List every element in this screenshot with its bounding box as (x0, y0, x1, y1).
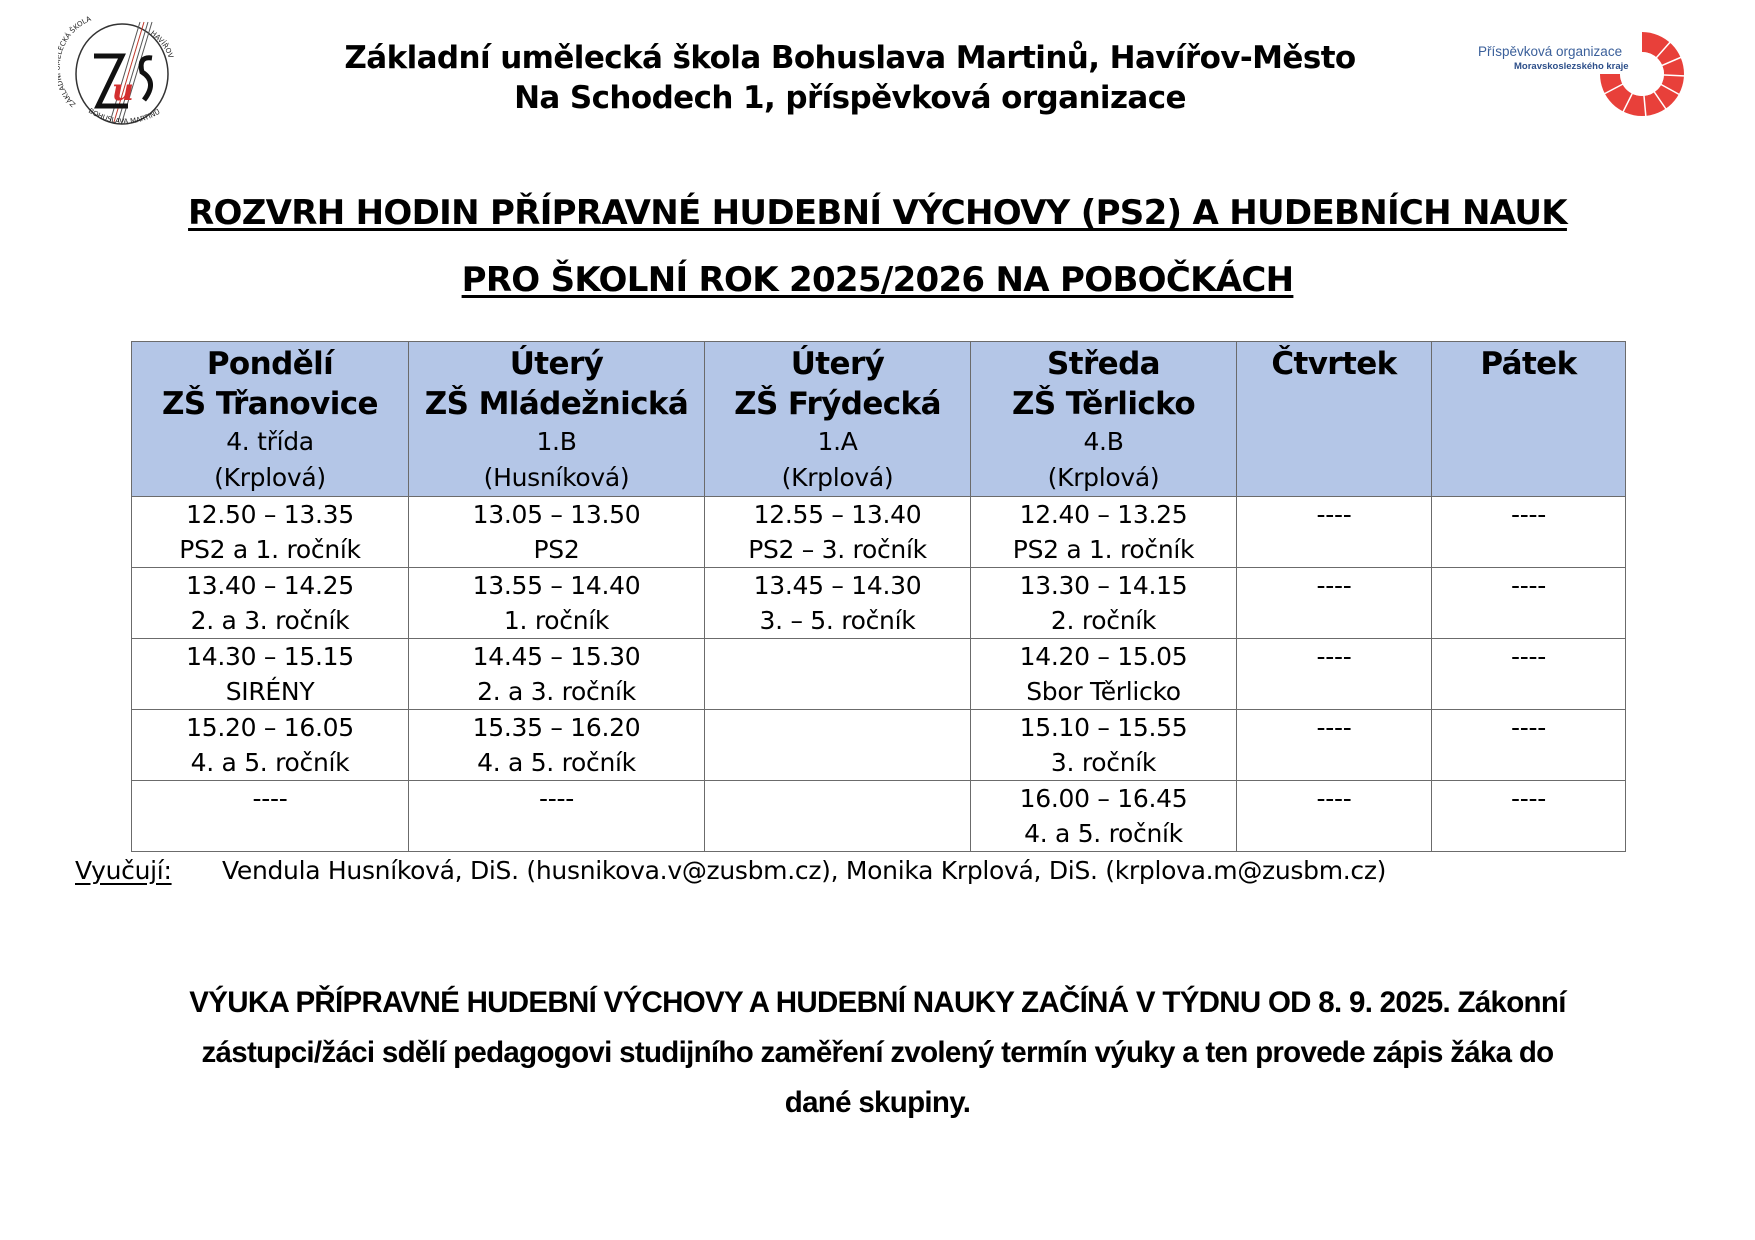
schedule-cell (409, 568, 705, 639)
schedule-cell (705, 497, 971, 568)
schedule-cell (705, 781, 971, 852)
lesson-time: ---- (1316, 500, 1352, 529)
lesson-time: ---- (539, 784, 574, 813)
schedule-cell (705, 568, 971, 639)
lesson-time: 14.45 – 15.30 (472, 642, 641, 671)
schedule-cell (705, 639, 971, 710)
column-header (971, 342, 1237, 497)
column-header-class: 4.B (1083, 427, 1124, 456)
lesson-time: ---- (1316, 642, 1352, 671)
schedule-cell (971, 497, 1237, 568)
lesson-group: Sbor Těrlicko (1026, 677, 1181, 706)
lesson-time: 16.00 – 16.45 (1019, 784, 1188, 813)
table-row (132, 710, 1626, 781)
table-row (132, 568, 1626, 639)
svg-text:BOHUSLAVA MARTINŮ: BOHUSLAVA MARTINŮ (87, 106, 162, 126)
column-header-teacher: (Krplová) (781, 463, 894, 492)
lesson-group: SIRÉNY (225, 677, 315, 706)
schedule-cell (971, 710, 1237, 781)
lesson-time: ---- (1316, 571, 1352, 600)
column-header-day: Pondělí (206, 346, 334, 382)
school-address: Na Schodech 1, příspěvková organizace (514, 80, 1186, 116)
table-body (132, 497, 1626, 852)
notice-line2: zástupci/žáci sdělí pedagogovi studijního zaměření zvolený termín výuky a ten provede zápis žáka do (201, 1036, 1554, 1069)
lesson-group: PS2 (533, 535, 580, 564)
lesson-time: 12.40 – 13.25 (1019, 500, 1188, 529)
schedule-cell (1237, 497, 1432, 568)
lesson-time: ---- (1511, 713, 1546, 742)
column-header-school: ZŠ Těrlicko (1011, 386, 1196, 422)
lesson-time: ---- (1316, 713, 1352, 742)
column-header-teacher: (Krplová) (214, 463, 326, 492)
lesson-time: 14.30 – 15.15 (186, 642, 354, 671)
table-row (132, 639, 1626, 710)
schedule-cell (1237, 781, 1432, 852)
lesson-time: 13.05 – 13.50 (472, 500, 641, 529)
column-header-teacher: (Krplová) (1047, 463, 1160, 492)
lesson-group: 3. ročník (1050, 748, 1157, 777)
lesson-group: PS2 – 3. ročník (748, 535, 927, 564)
column-header-teacher: (Husníková) (483, 463, 630, 492)
schedule-table (131, 341, 1626, 852)
lesson-group: 4. a 5. ročník (477, 748, 636, 777)
lesson-time: 15.10 – 15.55 (1019, 713, 1188, 742)
schedule-cell (132, 710, 409, 781)
school-name: Základní umělecká škola Bohuslava Martinů, Havířov-Město (344, 40, 1356, 76)
lesson-time: 13.55 – 14.40 (472, 571, 641, 600)
teachers-label: Vyučují: (75, 856, 172, 885)
schedule-cell (1432, 781, 1626, 852)
lesson-time: ---- (1316, 784, 1352, 813)
region-logo-line2: Moravskoslezského kraje (1514, 61, 1629, 72)
column-header (409, 342, 705, 497)
lesson-group: 2. a 3. ročník (477, 677, 636, 706)
schedule-title-line2: PRO ŠKOLNÍ ROK 2025/2026 NA POBOČKÁCH (461, 260, 1294, 300)
column-header-class: 4. třída (226, 427, 314, 456)
schedule-cell (971, 781, 1237, 852)
lesson-group: 2. ročník (1050, 606, 1157, 635)
schedule-cell (409, 639, 705, 710)
column-header-day: Úterý (509, 346, 604, 382)
column-header-day: Pátek (1480, 346, 1577, 382)
column-header-day: Úterý (790, 346, 885, 382)
column-header (1237, 342, 1432, 497)
column-header-class: 1.B (536, 427, 577, 456)
schedule-cell (132, 568, 409, 639)
lesson-time: 15.35 – 16.20 (472, 713, 641, 742)
teachers-list: Vendula Husníková, DiS. (husnikova.v@zusbm.cz), Monika Krplová, DiS. (krplova.m@zusbm.cz) (222, 856, 1387, 885)
lesson-group: 2. a 3. ročník (190, 606, 350, 635)
region-ring-icon (1596, 28, 1688, 120)
start-notice (85, 978, 1670, 1128)
region-logo (1478, 28, 1693, 118)
schedule-cell (971, 568, 1237, 639)
lesson-time: ---- (1511, 500, 1546, 529)
schedule-cell (1432, 568, 1626, 639)
lesson-time: 13.40 – 14.25 (186, 571, 354, 600)
lesson-time: ---- (252, 784, 288, 813)
lesson-group: 4. a 5. ročník (190, 748, 350, 777)
table-row (132, 497, 1626, 568)
schedule-cell (409, 781, 705, 852)
lesson-time: 14.20 – 15.05 (1019, 642, 1188, 671)
column-header (1432, 342, 1626, 497)
schedule-cell (1432, 710, 1626, 781)
column-header-day: Čtvrtek (1271, 346, 1397, 382)
lesson-group: 4. a 5. ročník (1024, 819, 1183, 848)
school-header (250, 38, 1450, 118)
schedule-cell (1432, 497, 1626, 568)
svg-text:ZÁKLADNÍ UMĚLECKÁ ŠKOLA: ZÁKLA CKÁ ŠKOLA (58, 14, 93, 109)
schedule-cell (1432, 639, 1626, 710)
school-logo (58, 12, 186, 130)
svg-text:HAVÍŘOV: HAVÍŘOV (148, 29, 175, 60)
lesson-time: 12.55 – 13.40 (753, 500, 922, 529)
region-logo-line1: Příspěvková organizace (1478, 44, 1623, 59)
lesson-time: ---- (1511, 784, 1546, 813)
schedule-cell (409, 710, 705, 781)
notice-line3: dané skupiny. (784, 1086, 971, 1119)
schedule-cell (132, 781, 409, 852)
column-header-school: ZŠ Mládežnická (424, 386, 689, 422)
schedule-cell (705, 710, 971, 781)
schedule-cell (1237, 568, 1432, 639)
schedule-cell (132, 497, 409, 568)
zus-logo-icon (58, 12, 186, 130)
schedule-title-line1: ROZVRH HODIN PŘÍPRAVNÉ HUDEBNÍ VÝCHOVY (PS2) A HUDEBNÍCH NAUK (188, 193, 1567, 233)
column-header (705, 342, 971, 497)
table-header-row (132, 342, 1626, 497)
lesson-group: 3. – 5. ročník (759, 606, 916, 635)
column-header (132, 342, 409, 497)
column-header-school: ZŠ Třanovice (162, 386, 378, 422)
table-row (132, 781, 1626, 852)
lesson-time: 13.30 – 14.15 (1019, 571, 1188, 600)
lesson-time: 15.20 – 16.05 (186, 713, 354, 742)
lesson-time: 12.50 – 13.35 (186, 500, 354, 529)
schedule-cell (1237, 710, 1432, 781)
column-header-class: 1.A (817, 427, 858, 456)
column-header-day: Středa (1047, 346, 1160, 382)
schedule-cell (132, 639, 409, 710)
lesson-time: ---- (1511, 642, 1546, 671)
schedule-cell (409, 497, 705, 568)
lesson-time: ---- (1511, 571, 1546, 600)
teachers-line (75, 853, 1386, 889)
lesson-group: 1. ročník (503, 606, 610, 635)
schedule-cell (1237, 639, 1432, 710)
lesson-group: PS2 a 1. ročník (1012, 535, 1195, 564)
lesson-group: PS2 a 1. ročník (179, 535, 361, 564)
notice-line1: VÝUKA PŘÍPRAVNÉ HUDEBNÍ VÝCHOVY A HUDEBNÍ NAUKY ZAČÍNÁ V TÝDNU OD 8. 9. 2025. Zákonní (189, 986, 1566, 1019)
schedule-cell (971, 639, 1237, 710)
lesson-time: 13.45 – 14.30 (753, 571, 922, 600)
svg-text:u: u (112, 73, 134, 108)
column-header-school: ZŠ Frýdecká (734, 386, 941, 422)
